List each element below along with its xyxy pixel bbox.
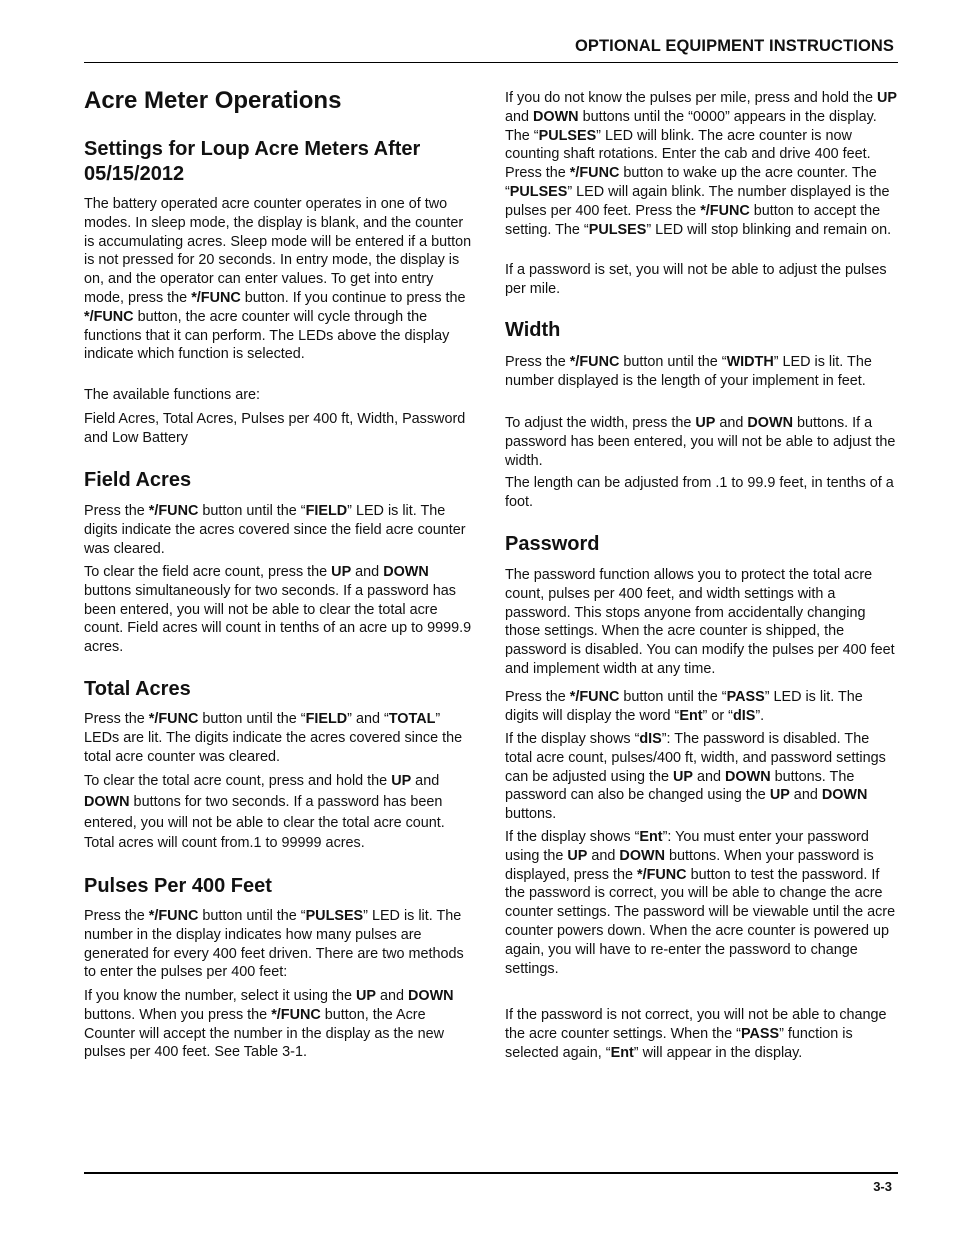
password-paragraph-4: If the display shows “Ent”: You must enter your password using the UP and DOWN buttons. When your password is displayed, press the */FUNC button to test the password. If the password is correct, you will be able to change the acre counter settings. The password will be viewable until the acre counter powers down. When the acre counter is powered up again, you will have to re-enter the password to change settings. xyxy=(505,829,896,977)
total-acres-paragraph-2: To clear the total acre count, press and hold the UP and DOWN buttons for two seconds. If a password has been entered, you will not be able to clear the total acre count. Total acres will count from.1 to 99999 acres. xyxy=(84,773,445,852)
total-acres-paragraph-1: Press the */FUNC button until the “FIELD” and “TOTAL” LEDs are lit. The digits indicate the acres covered since the total acre counter was cleared. xyxy=(84,711,463,765)
password-paragraph-1: The password function allows you to protect the total acre count, pulses per 400 feet, and width settings with a password. This stops anyone from accidentally changing those settings. When the acre counter is shipped, the password is disabled. You can modify the pulses per 400 feet and implement width at any time. xyxy=(505,567,895,677)
page-number: 3-3 xyxy=(873,1179,892,1194)
available-functions-label: The available functions are: xyxy=(84,387,260,403)
pulses-paragraph-1: Press the */FUNC button until the “PULSES” LED is lit. The number in the display indicates how many pulses are generated for every 400 feet driven. There are two methods to enter the pulses per 400 feet: xyxy=(84,908,464,981)
width-paragraph-3: The length can be adjusted from .1 to 99.9 feet, in tenths of a foot. xyxy=(505,475,894,510)
footer-rule xyxy=(84,1172,898,1174)
functions-list: Field Acres, Total Acres, Pulses per 400 ft, Width, Password and Low Battery xyxy=(84,411,466,446)
width-heading: Width xyxy=(505,319,561,341)
pulses-paragraph-4: If a password is set, you will not be able to adjust the pulses per mile. xyxy=(505,262,887,297)
password-paragraph-5: If the password is not correct, you will not be able to change the acre counter settings. When the “PASS” function is selected again, “Ent” will appear in the display. xyxy=(505,1007,887,1061)
field-acres-heading: Field Acres xyxy=(84,469,192,491)
password-paragraph-2: Press the */FUNC button until the “PASS” LED is lit. The digits will display the word “Ent” or “dIS”. xyxy=(505,689,863,724)
total-acres-heading: Total Acres xyxy=(84,678,191,700)
pulses-paragraph-3: If you do not know the pulses per mile, press and hold the UP and DOWN buttons until the “0000” appears in the display. The “PULSES” LED will blink. The acre counter is now counting shaft rotations. Enter the cab and drive 400 feet. Press the */FUNC button to wake up the acre counter. The “PULSES” LED will again blink. The number displayed is the pulses per 400 feet. Press the */FUNC button to accept the setting. The “PULSES” LED will stop blinking and remain on. xyxy=(505,90,897,238)
settings-heading: Settings for Loup Acre Meters After 05/15/2012 xyxy=(84,138,421,185)
password-paragraph-3: If the display shows “dIS”: The password is disabled. The total acre count, pulses/400 ft, width, and password settings can be adjusted using the UP and DOWN buttons. The password can also be changed using the UP and DOWN buttons. xyxy=(505,731,886,823)
field-acres-paragraph-1: Press the */FUNC button until the “FIELD” LED is lit. The digits indicate the acres covered since the field acre counter was cleared. xyxy=(84,503,466,557)
page-title: Acre Meter Operations xyxy=(84,87,342,114)
pulses-heading: Pulses Per 400 Feet xyxy=(84,875,272,897)
page-header-title: OPTIONAL EQUIPMENT INSTRUCTIONS xyxy=(574,37,894,55)
pulses-paragraph-2: If you know the number, select it using the UP and DOWN buttons. When you press the */FUNC button, the Acre Counter will accept the number in the display as the new pulses per 400 feet. See Table 3-1. xyxy=(84,988,454,1061)
intro-paragraph: The battery operated acre counter operates in one of two modes. In sleep mode, the display is blank, and the counter is accumulating acres. Sleep mode will be entered if a button is not pressed for 20 seconds. In entry mode, the display is on, and the operator can enter values. To get into entry mode, press the */FUNC button. If you continue to press the */FUNC button, the acre counter will cycle through the functions that it can perform. The LEDs above the display indicate which function is selected. xyxy=(84,196,472,363)
password-heading: Password xyxy=(505,533,600,555)
header-rule xyxy=(84,62,898,63)
field-acres-paragraph-2: To clear the field acre count, press the UP and DOWN buttons simultaneously for two seconds. If a password has been entered, you will not be able to clear the total acre count. Field acres will count in tenths of an acre up to 9999.9 acres. xyxy=(84,564,472,656)
width-paragraph-1: Press the */FUNC button until the “WIDTH” LED is lit. The number displayed is the length of your implement in feet. xyxy=(505,354,872,389)
width-paragraph-2: To adjust the width, press the UP and DOWN buttons. If a password has been entered, you will not be able to adjust the width. xyxy=(505,415,896,469)
